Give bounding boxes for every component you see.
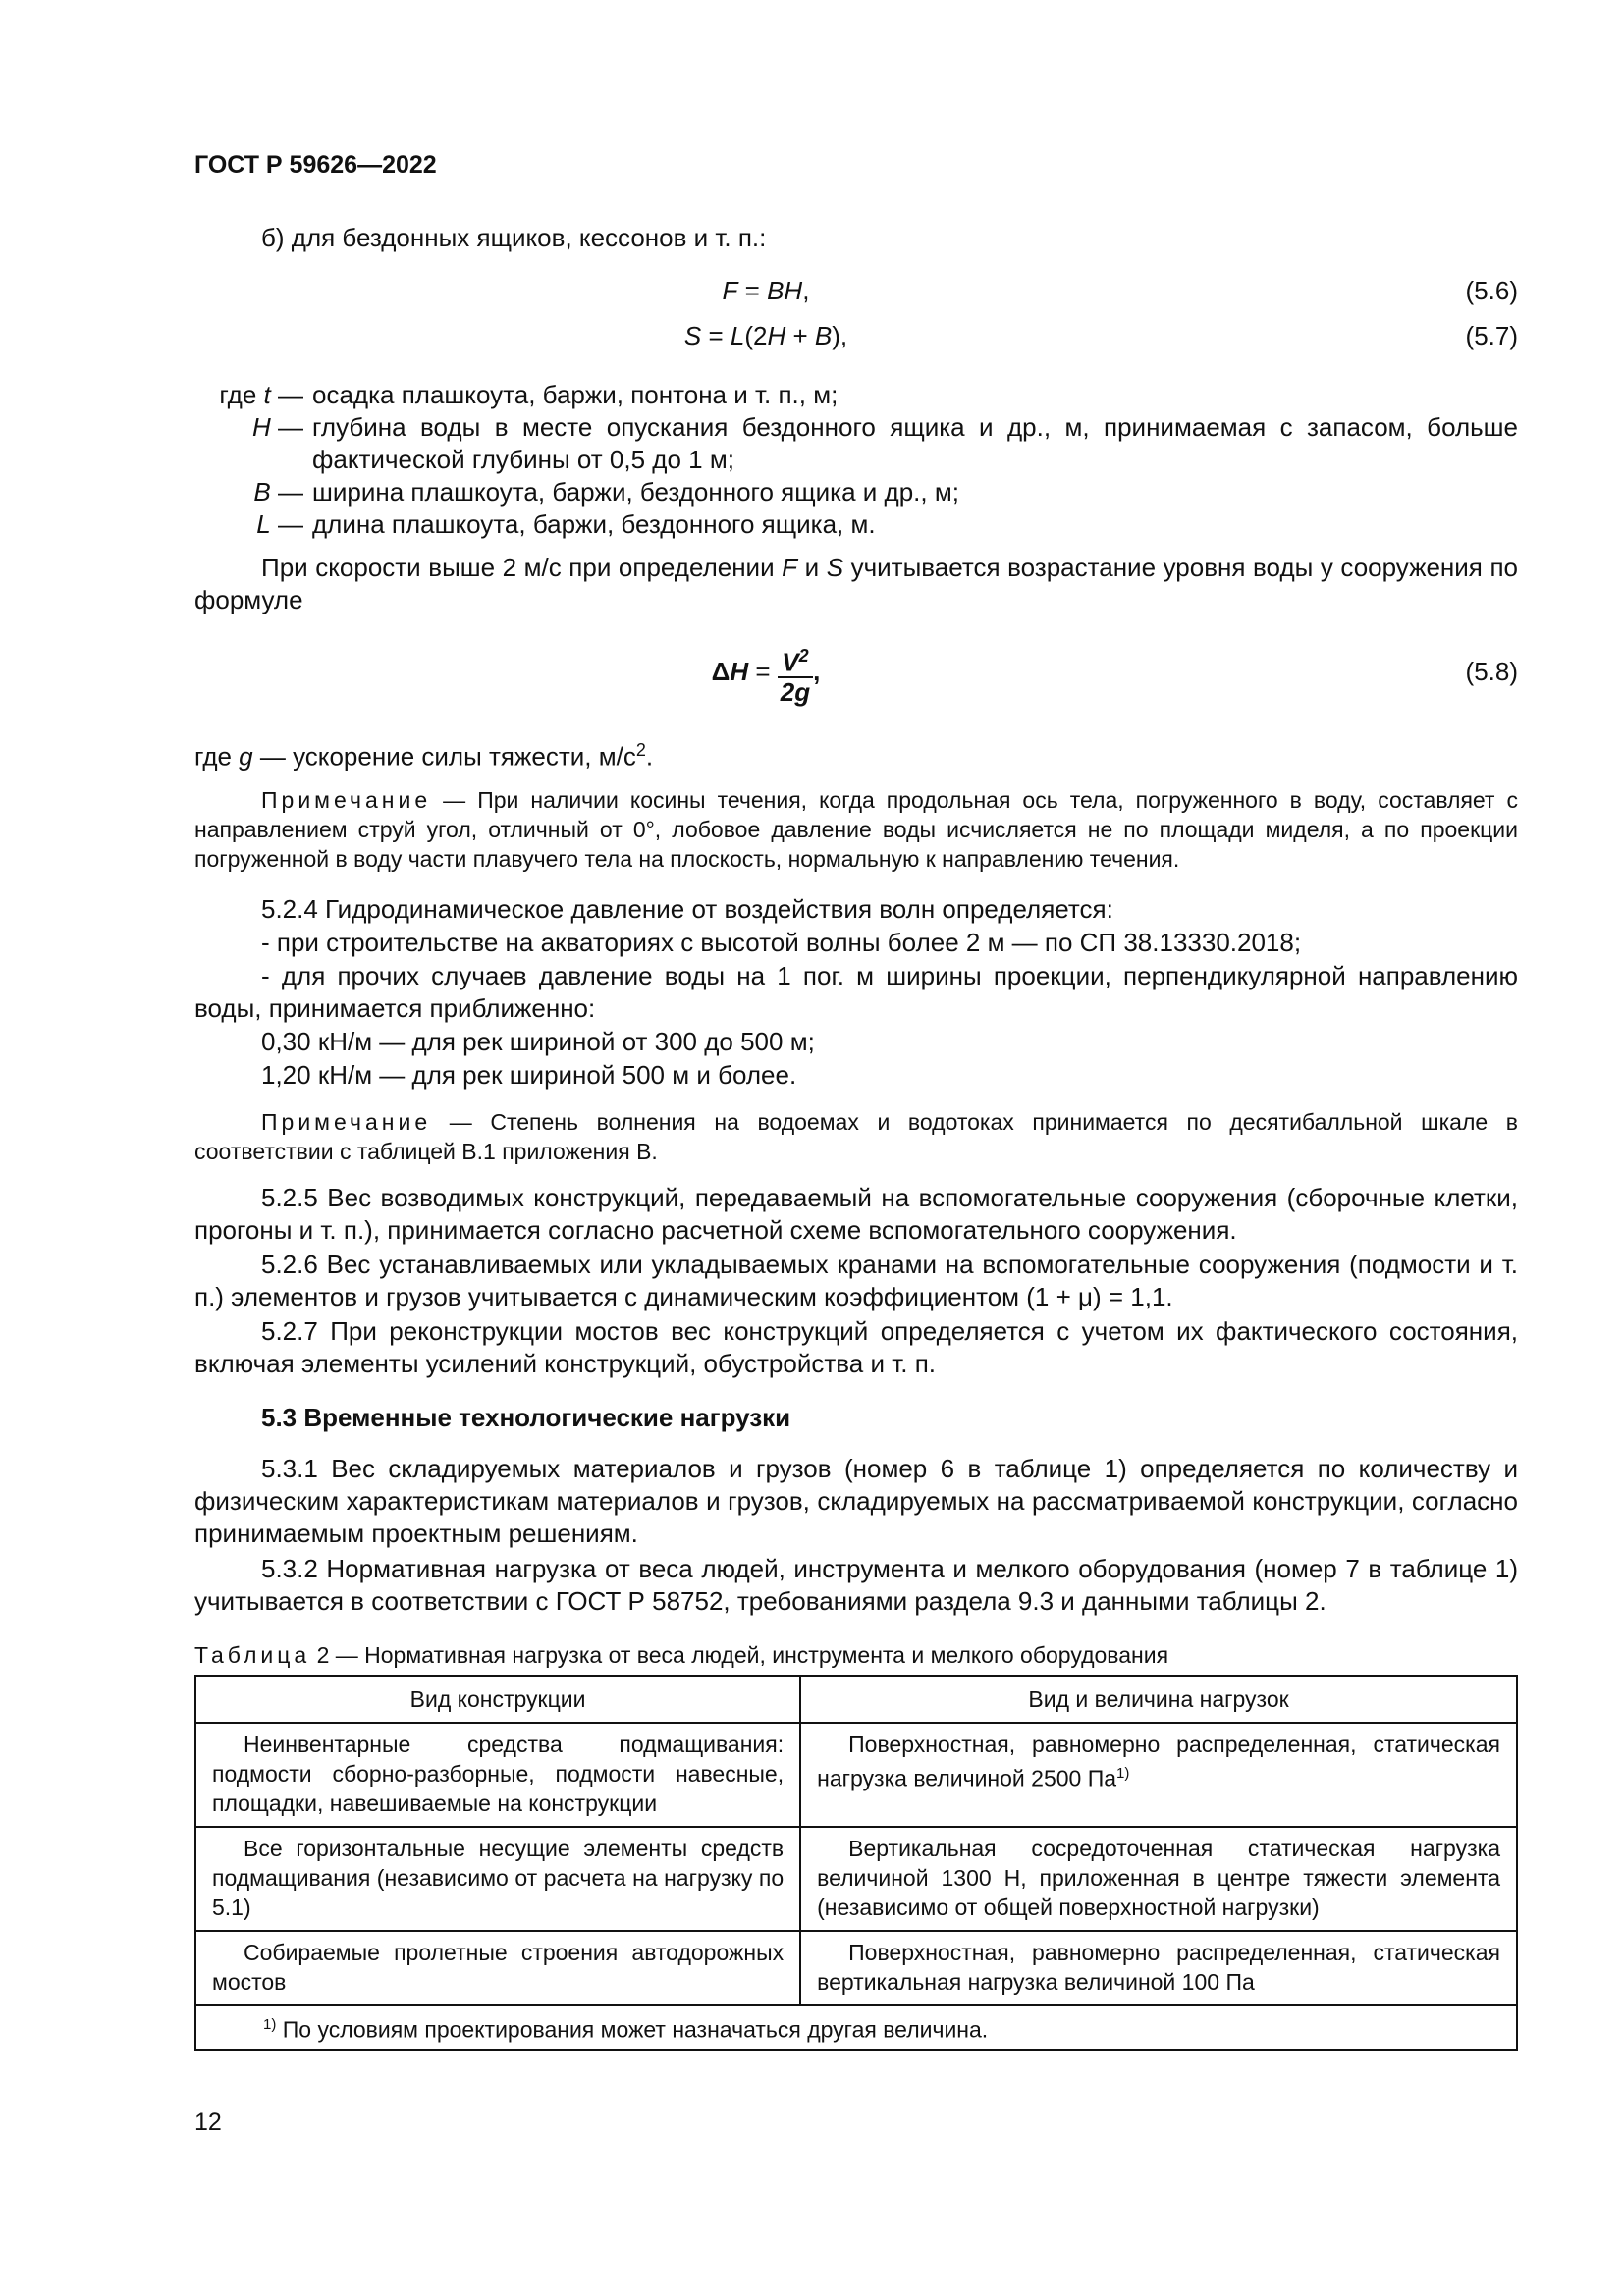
note-prefix: Примечание bbox=[261, 787, 432, 813]
equation-number: (5.7) bbox=[1465, 321, 1518, 350]
equation-number: (5.6) bbox=[1465, 276, 1518, 305]
definition-text: осадка плашкоута, баржи, понтона и т. п., м; bbox=[312, 380, 839, 409]
fraction-denominator: 2g bbox=[780, 676, 811, 707]
equation-formula: F = BH, bbox=[722, 276, 810, 305]
speed-paragraph: При скорости выше 2 м/с при определении F и S учитывается возрастание уровня воды у сооружения по формуле bbox=[194, 553, 1518, 614]
note-1 bbox=[194, 785, 1518, 874]
paragraph-5-2-6: 5.2.6 Вес устанавливаемых или укладываемых кранами на вспомогательные сооружения (подмости и т. п.) элементов и грузов учитывается с динамическим коэффициентом (1 + μ) = 1,1. bbox=[194, 1250, 1518, 1311]
definition-text: длина плашкоута, баржи, бездонного ящика, м. bbox=[312, 509, 876, 539]
equation-5-8 bbox=[194, 640, 1518, 709]
load-table bbox=[194, 1675, 1518, 2051]
note-2 bbox=[194, 1107, 1518, 1166]
definition-item bbox=[194, 411, 1518, 476]
note-prefix: Примечание bbox=[261, 1109, 432, 1135]
paragraph-5-2-7: 5.2.7 При реконструкции мостов вес конструкций определяется с учетом их фактического состояния, включая элементы усилений конструкций, обустройства и т. п. bbox=[194, 1316, 1518, 1378]
definition-label: H — bbox=[251, 412, 303, 442]
definition-label: B — bbox=[253, 477, 303, 507]
definition-item bbox=[194, 379, 1518, 411]
table-footnote-row bbox=[195, 2005, 1517, 2050]
table-row bbox=[195, 1931, 1517, 2005]
definitions-list bbox=[194, 379, 1518, 541]
paragraph-5-2-5: 5.2.5 Вес возводимых конструкций, передаваемый на вспомогательные сооружения (сборочные клетки, прогоны и т. п.), принимается согласно расчетной схеме вспомогательного сооружения. bbox=[194, 1183, 1518, 1245]
definition-label: L — bbox=[256, 509, 303, 539]
definition-text: ширина плашкоута, баржи, бездонного ящика и др., м; bbox=[312, 477, 959, 507]
table-caption-text: 2 — Нормативная нагрузка от веса людей, инструмента и мелкого оборудования bbox=[316, 1642, 1169, 1668]
definition-item bbox=[194, 508, 1518, 541]
paragraph-5-3-1: 5.3.1 Вес складируемых материалов и грузов (номер 6 в таблице 1) определяется по количеству и физическим характеристикам материалов и грузов, складируемых на рассматриваемой конструкции, согласно принимаемым проектным решениям. bbox=[194, 1454, 1518, 1548]
table-cell: Неинвентарные средства подмащивания: подмости сборно-разборные, подмости навесные, площадки, навешиваемые на конструкции bbox=[195, 1723, 800, 1827]
table-row bbox=[195, 1723, 1517, 1827]
equation-5-6 bbox=[194, 275, 1518, 310]
page-number: 12 bbox=[194, 2109, 222, 2136]
table-cell bbox=[800, 1723, 1517, 1827]
table-caption bbox=[194, 1639, 1518, 1672]
equation-formula: ΔH = $\frac{V^2}{2g}$ , bbox=[194, 642, 1337, 706]
paragraph-5-2-4-value: 0,30 кН/м — для рек шириной от 300 до 500 м; bbox=[261, 1027, 815, 1056]
definition-label: где t — bbox=[219, 380, 303, 409]
table-header-row bbox=[195, 1676, 1517, 1723]
paragraph-5-2-4: 5.2.4 Гидродинамическое давление от воздействия волн определяется: bbox=[261, 894, 1113, 924]
table-cell: Поверхностная, равномерно распределенная, статическая вертикальная нагрузка величиной 100 Па bbox=[800, 1931, 1517, 2005]
table-cell: Собираемые пролетные строения автодорожных мостов bbox=[195, 1931, 800, 2005]
table-header-cell: Вид конструкции bbox=[195, 1676, 800, 1723]
footnote-mark: 1) bbox=[263, 2016, 277, 2033]
equation-formula: S = L(2H + B), bbox=[683, 321, 848, 350]
cell-text: Поверхностная, равномерно распределенная, статическая нагрузка величиной 2500 Па bbox=[817, 1732, 1500, 1791]
g-definition: где g — ускорение силы тяжести, $м/с^2$. bbox=[194, 740, 654, 772]
section-heading-5-3: 5.3 Временные технологические нагрузки bbox=[261, 1403, 791, 1432]
definition-item bbox=[194, 476, 1518, 508]
paragraph-5-2-4-line: - при строительстве на акваториях с высотой волны более 2 м — по СП 38.13330.2018; bbox=[261, 928, 1302, 957]
note-text: — При наличии косины течения, когда продольная ось тела, погруженного в воду, составляет с направлением струй угол, отличный от 0°, лобовое давление воды исчисляется не по площади миделя, а по проекции погруженной в воду части плавучего тела на плоскость, нормальную к направлению течения. bbox=[194, 787, 1518, 872]
equation-number: (5.8) bbox=[1465, 657, 1518, 686]
section-b-intro: б) для бездонных ящиков, кессонов и т. п.: bbox=[261, 223, 767, 252]
table-cell: Все горизонтальные несущие элементы средств подмащивания (независимо от расчета на нагрузку по 5.1) bbox=[195, 1827, 800, 1931]
table-caption-prefix: Таблица bbox=[194, 1642, 311, 1668]
table-row bbox=[195, 1827, 1517, 1931]
footnote-text: По условиям проектирования может назначаться другая величина. bbox=[276, 2016, 989, 2043]
note-text: — Степень волнения на водоемах и водотоках принимается по десятибалльной шкале в соответствии с таблицей В.1 приложения В. bbox=[194, 1109, 1518, 1164]
paragraph-5-3-2: 5.3.2 Нормативная нагрузка от веса людей, инструмента и мелкого оборудования (номер 7 в таблице 1) учитывается в соответствии с ГОСТ Р 58752, требованиями раздела 9.3 и данными таблицы 2. bbox=[194, 1554, 1518, 1616]
paragraph-5-2-4-value: 1,20 кН/м — для рек шириной 500 м и более. bbox=[261, 1060, 797, 1090]
paragraph-5-2-4-other: - для прочих случаев давление воды на 1 пог. м ширины проекции, перпендикулярной направлению воды, принимается приближенно: bbox=[194, 961, 1518, 1023]
fraction-numerator: $V^2$ bbox=[778, 642, 813, 678]
equation-5-7 bbox=[194, 320, 1518, 355]
definition-text: глубина воды в месте опускания бездонного ящика и др., м, принимаемая с запасом, больше фактической глубины от 0,5 до 1 м; bbox=[312, 412, 1518, 474]
table-header-cell: Вид и величина нагрузок bbox=[800, 1676, 1517, 1723]
document-header: ГОСТ Р 59626—2022 bbox=[194, 151, 437, 179]
footnote-ref: 1) bbox=[1116, 1765, 1130, 1782]
fraction bbox=[778, 642, 813, 706]
table-cell: Вертикальная сосредоточенная статическая нагрузка величиной 1300 Н, приложенная в центре тяжести элемента (независимо от общей поверхностной нагрузки) bbox=[800, 1827, 1517, 1931]
table-footnote bbox=[195, 2005, 1517, 2050]
